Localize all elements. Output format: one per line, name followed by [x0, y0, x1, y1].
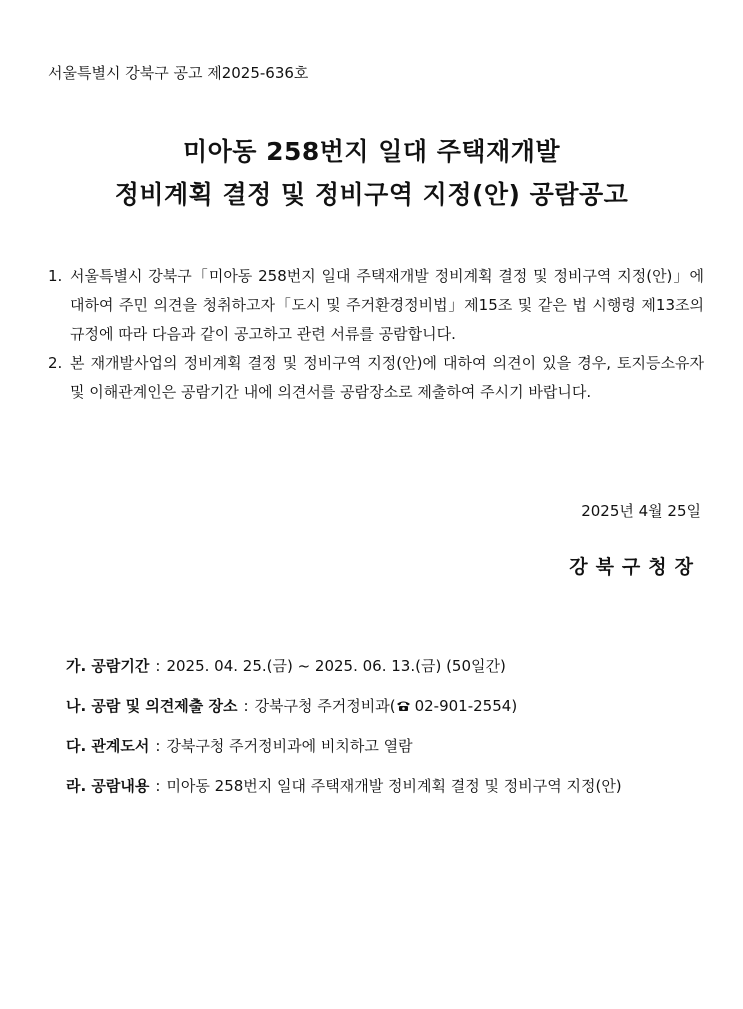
body-item-number: 2.	[48, 354, 63, 372]
detail-place	[66, 695, 706, 735]
issuer-name: 강북구청장	[569, 556, 701, 578]
detail-label: 라. 공람내용	[66, 777, 150, 795]
detail-value-suffix: )	[511, 697, 518, 715]
phone-number: 02-901-2554	[414, 697, 512, 715]
detail-separator: :	[155, 777, 161, 795]
detail-contents	[66, 775, 706, 815]
detail-separator: :	[243, 697, 249, 715]
detail-value: 강북구청 주거정비과에 비치하고 열람	[166, 737, 413, 755]
detail-value: 미아동 258번지 일대 주택재개발 정비계획 결정 및 정비구역 지정(안)	[166, 777, 622, 795]
title-line-1: 미아동 258번지 일대 주택재개발	[182, 137, 561, 166]
body-item-1	[48, 262, 704, 349]
telephone-icon	[396, 700, 411, 712]
notice-details	[66, 655, 706, 815]
detail-label: 나. 공람 및 의견제출 장소	[66, 697, 238, 715]
notice-body	[48, 262, 704, 407]
detail-separator: :	[155, 737, 161, 755]
notice-number: 서울특별시 강북구 공고 제2025-636호	[48, 64, 309, 82]
body-item-2	[48, 349, 704, 407]
detail-value-prefix: 강북구청 주거정비과(	[254, 697, 396, 715]
body-item-text: 본 재개발사업의 정비계획 결정 및 정비구역 지정(안)에 대하여 의견이 있을 경우, 토지등소유자 및 이해관계인은 공람기간 내에 의견서를 공람장소로 제출하여 주시기 바랍니다.	[70, 354, 704, 401]
detail-label: 가. 공람기간	[66, 657, 150, 675]
detail-value: 2025. 04. 25.(금) ~ 2025. 06. 13.(금) (50일간)	[166, 657, 506, 675]
detail-label: 다. 관계도서	[66, 737, 150, 755]
body-item-text: 서울특별시 강북구「미아동 258번지 일대 주택재개발 정비계획 결정 및 정비구역 지정(안)」에 대하여 주민 의견을 청취하고자「도시 및 주거환경정비법」제15조 및 같은 법 시행령 제13조의 규정에 따라 다음과 같이 공고하고 관련 서류를 공람합니다.	[70, 267, 704, 343]
detail-separator: :	[155, 657, 161, 675]
detail-documents	[66, 735, 706, 775]
title-line-2: 정비계획 결정 및 정비구역 지정(안) 공람공고	[114, 180, 629, 209]
body-item-number: 1.	[48, 267, 63, 285]
detail-period	[66, 655, 706, 695]
notice-date: 2025년 4월 25일	[581, 502, 701, 520]
